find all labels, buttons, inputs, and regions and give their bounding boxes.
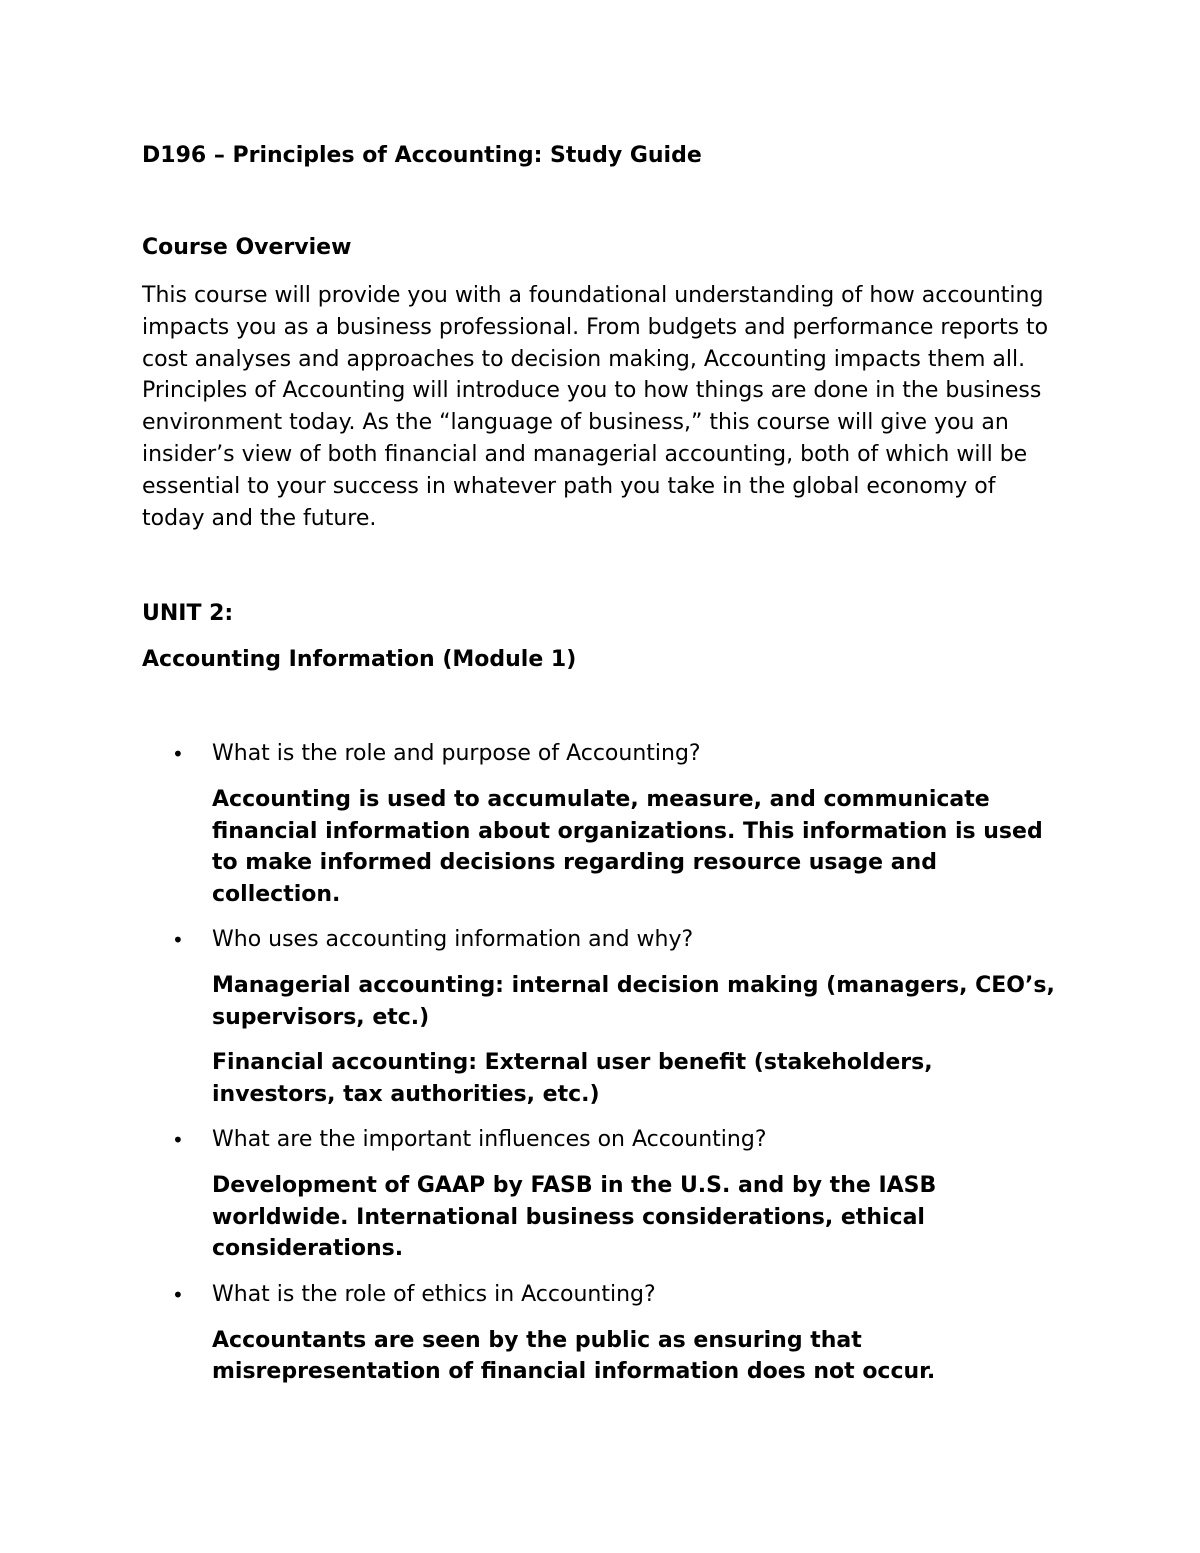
answer-text: Accounting is used to accumulate, measure, and communicate financial information about organizations. This information is used to make informed decisions regarding resource usage and collection. bbox=[212, 787, 1043, 907]
bullet-icon: • bbox=[172, 1128, 184, 1153]
course-overview-heading: Course Overview bbox=[142, 235, 352, 260]
bullet-icon: • bbox=[172, 1282, 184, 1307]
document-title: D196 – Principles of Accounting: Study Guide bbox=[142, 143, 702, 168]
answer-text-managerial: Managerial accounting: internal decision making (managers, CEO’s, supervisors, etc.) bbox=[212, 973, 1055, 1030]
bullet-icon: • bbox=[172, 742, 184, 767]
question-text: What is the role and purpose of Accounting? bbox=[212, 741, 701, 767]
answer-text: Accountants are seen by the public as ensuring that misrepresentation of financial information does not occur. bbox=[212, 1327, 936, 1385]
question-item-users bbox=[142, 924, 1062, 1110]
answer-text-financial: Financial accounting: External user benefit (stakeholders, investors, tax authorities, etc.) bbox=[212, 1050, 933, 1107]
question-item-influences bbox=[142, 1124, 1062, 1265]
document-content bbox=[142, 140, 1062, 1402]
question-text: What are the important influences on Accounting? bbox=[212, 1127, 767, 1153]
question-item-ethics bbox=[142, 1279, 1062, 1388]
bullet-icon: • bbox=[172, 928, 184, 953]
answer-text: Development of GAAP by FASB in the U.S. and by the IASB worldwide. International business considerations, ethical considerations. bbox=[212, 1173, 937, 1262]
question-text: Who uses accounting information and why? bbox=[212, 927, 694, 953]
course-overview-text: This course will provide you with a foundational understanding of how accounting impacts you as a business professional. From budgets and performance reports to cost analyses and approaches to decision making, Accounting impacts them all. Principles of Accounting will introduce you to how things are done in the business environment today. As the “language of business,” this course will give you an insider’s view of both financial and managerial accounting, both of which will be essential to your success in whatever path you take in the global economy of today and the future. bbox=[142, 283, 1049, 531]
question-list bbox=[142, 738, 1062, 1388]
unit-heading: UNIT 2: bbox=[142, 601, 234, 627]
question-item-role-purpose bbox=[142, 738, 1062, 910]
module-heading: Accounting Information (Module 1) bbox=[142, 647, 577, 673]
question-text: What is the role of ethics in Accounting? bbox=[212, 1281, 656, 1307]
